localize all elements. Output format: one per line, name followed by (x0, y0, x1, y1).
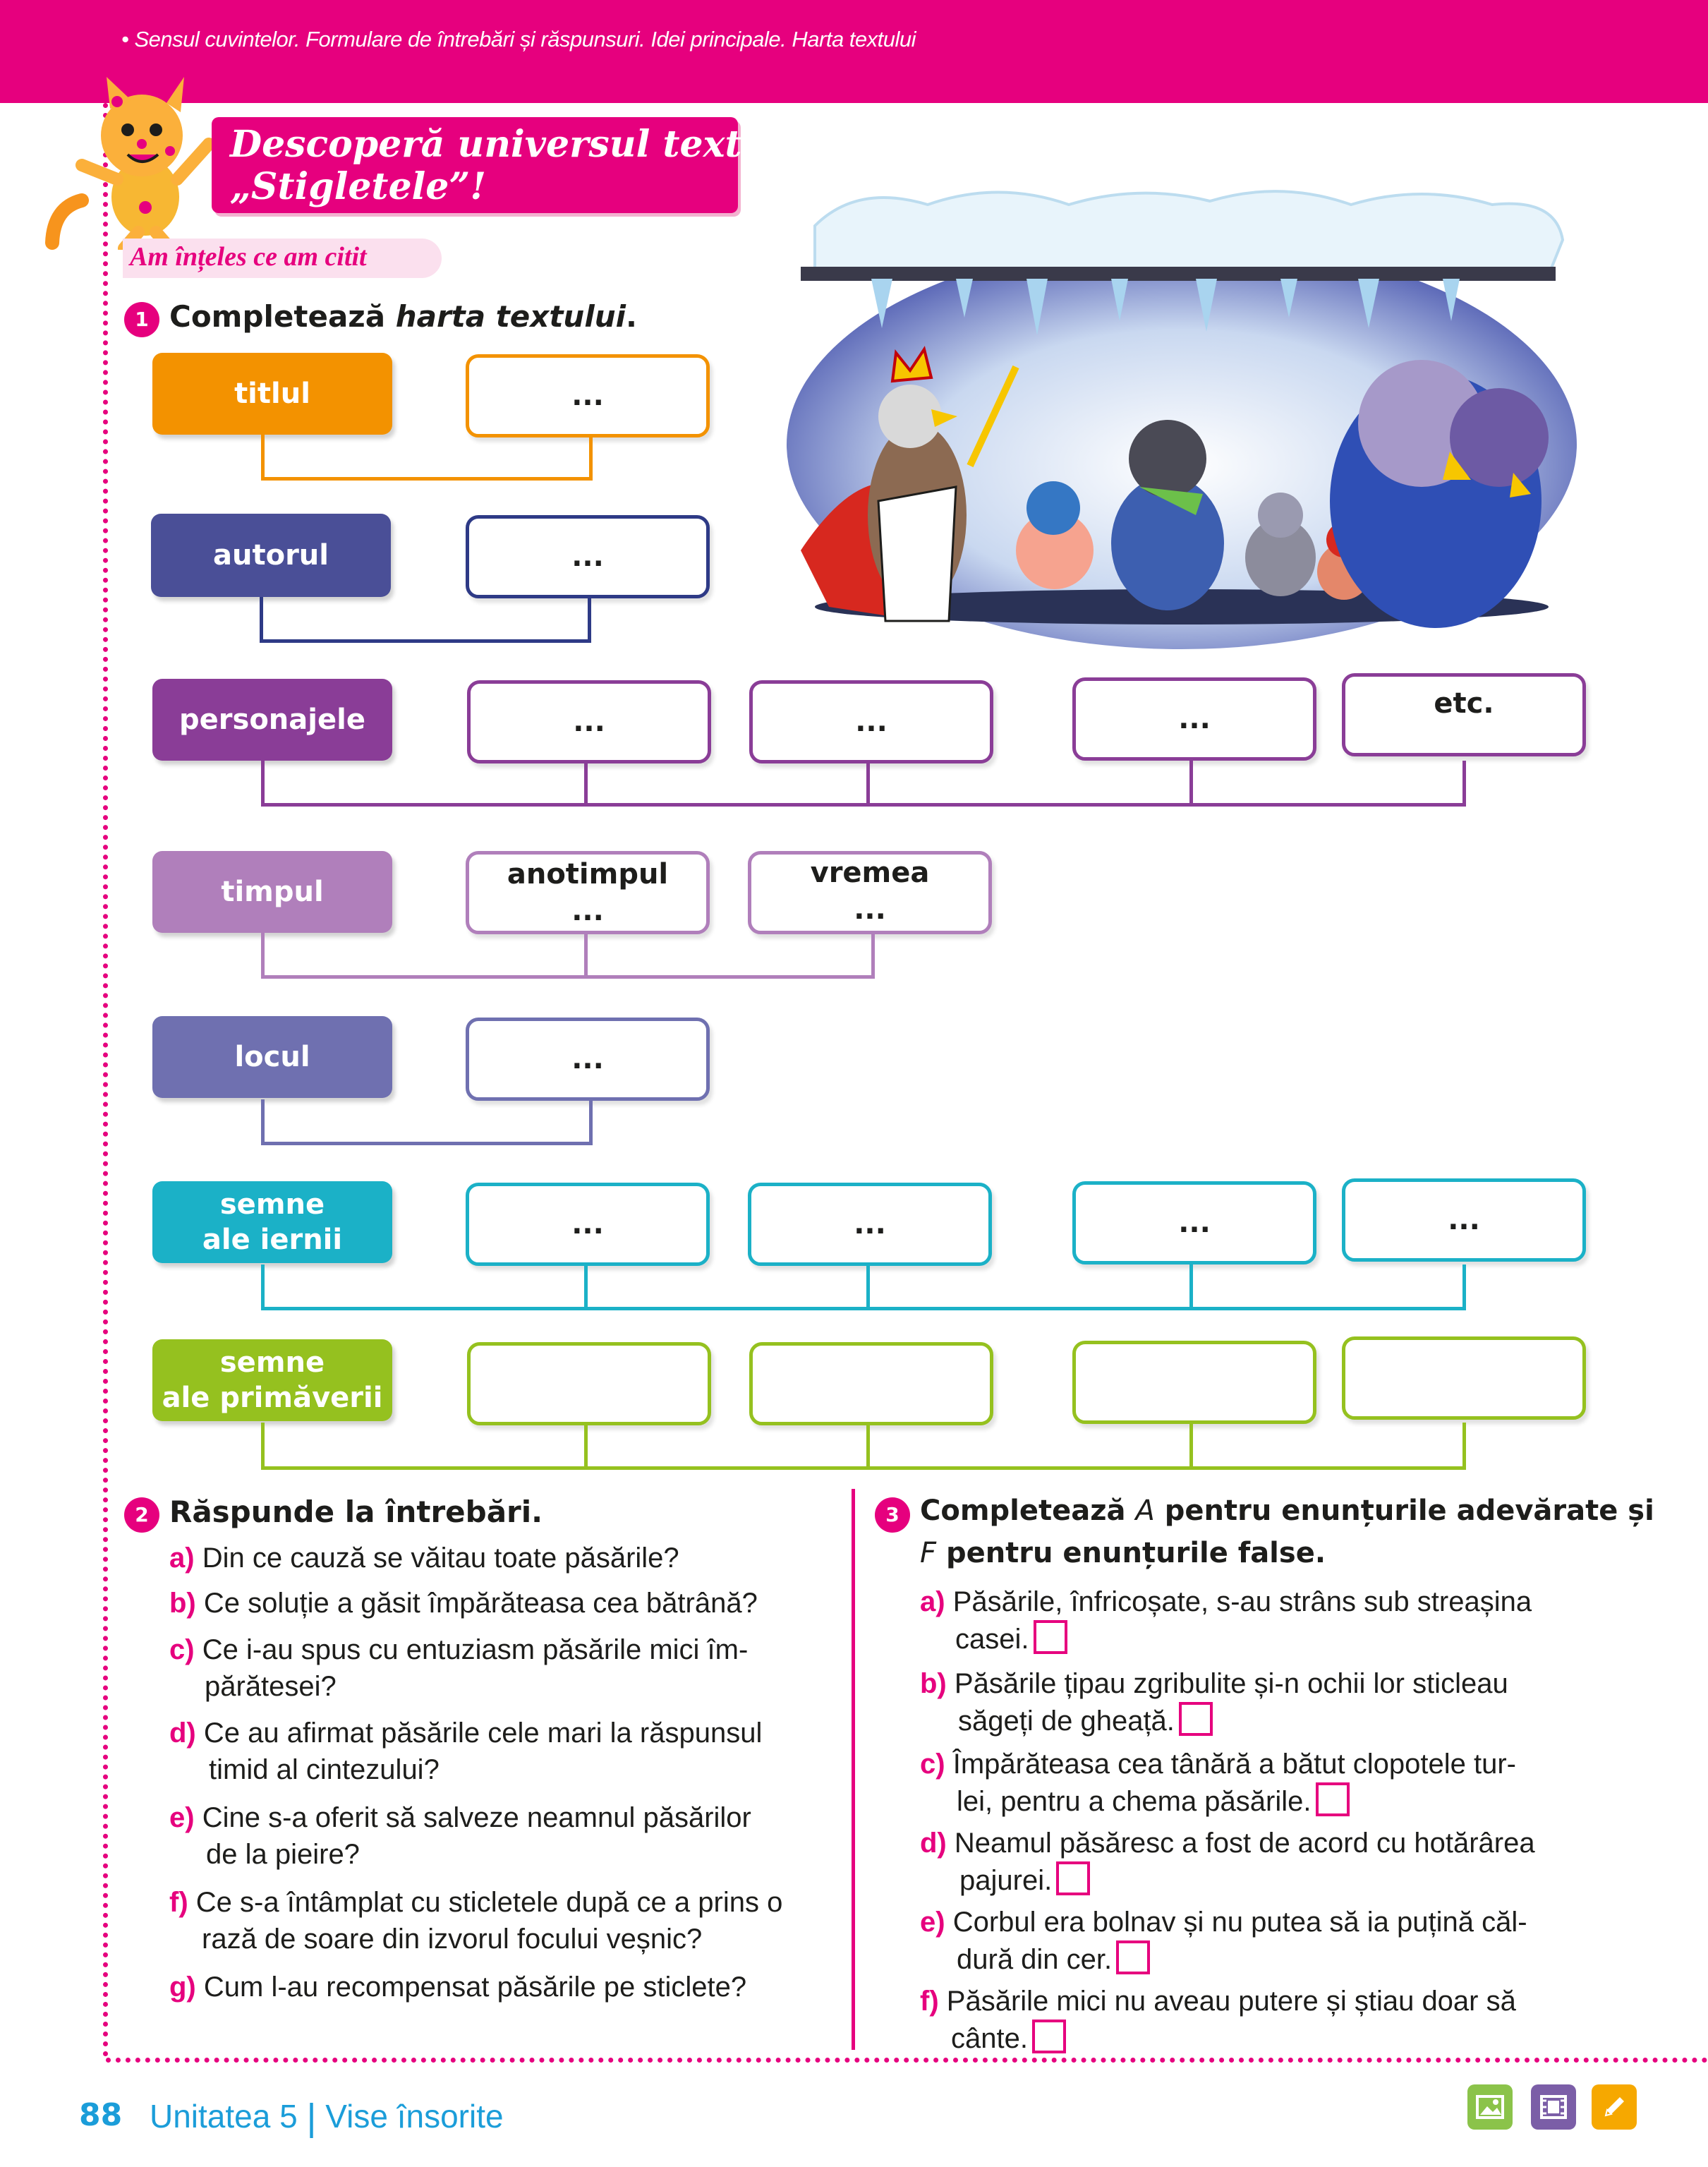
map-label-titlul: titlul (152, 353, 392, 435)
map-label-iarna-line1: semne (219, 1188, 325, 1221)
map-label-primavara-line2: ale primăverii (162, 1382, 383, 1414)
dotted-border-left (103, 103, 108, 2058)
footer-unit: Unitatea 5 | Vise însorite (150, 2096, 504, 2139)
vremea-head: vremea (810, 857, 930, 889)
map-stub (866, 1424, 870, 1466)
lesson-title-line2: „Stigletele”! (230, 165, 487, 208)
map-label-primavara (152, 1339, 392, 1421)
map-label-autorul: autorul (151, 514, 391, 597)
exercise-1-title-italic: harta textului (395, 299, 626, 334)
map-label-primavara-line1: semne (219, 1346, 325, 1379)
map-box-personaj-etc[interactable]: etc. (1342, 673, 1586, 756)
answer-checkbox-c[interactable] (1316, 1782, 1350, 1816)
map-box-personaj-3[interactable]: ... (1072, 677, 1316, 761)
vremea-value: ... (854, 893, 886, 926)
map-connector-titlul (261, 435, 593, 481)
answer-checkbox-a[interactable] (1034, 1620, 1067, 1654)
question-d: d) Ce au afirmat păsările cele mari la răspunsul timid al cintezului? (169, 1718, 763, 1785)
exercise-2-number: 2 (124, 1497, 159, 1533)
map-connector-iarna (261, 1264, 1466, 1310)
map-box-vremea[interactable] (748, 851, 992, 934)
answer-checkbox-d[interactable] (1056, 1861, 1090, 1895)
statement-d: d) Neamul păsăresc a fost de acord cu hotărârea pajurei. (920, 1828, 1535, 1896)
map-label-timpul: timpul (152, 851, 392, 933)
map-stub (584, 933, 588, 975)
statement-e: e) Corbul era bolnav și nu putea să ia puțină căl- dură din cer. (920, 1907, 1527, 1975)
exercise-3-number: 3 (875, 1497, 910, 1533)
question-a: a) Din ce cauză se văitau toate păsările? (169, 1543, 679, 1574)
map-label-personajele: personajele (152, 679, 392, 761)
map-box-personaj-2[interactable]: ... (749, 680, 993, 763)
map-label-iarna-line2: ale iernii (202, 1224, 343, 1256)
header-topic: • Sensul cuvintelor. Formulare de întrebări și răspunsuri. Idei principale. Harta textului (121, 27, 916, 52)
map-stub (866, 761, 870, 803)
map-stub (1189, 758, 1193, 803)
map-box-primavara-4[interactable] (1342, 1336, 1586, 1420)
footer-unit-label: Unitatea 5 (150, 2098, 298, 2135)
section-tab (123, 239, 442, 278)
map-stub (584, 761, 588, 803)
map-box-locul[interactable]: ... (466, 1018, 710, 1101)
map-box-personaj-1[interactable]: ... (467, 680, 711, 763)
pencil-icon[interactable] (1592, 2084, 1637, 2130)
footer-chapter: Vise însorite (325, 2098, 504, 2135)
map-label-iarna (152, 1181, 392, 1263)
question-g: g) Cum l-au recompensat păsările pe sticlete? (169, 1972, 747, 2003)
lesson-title-banner (212, 117, 823, 213)
map-connector-primavara (261, 1423, 1466, 1470)
answer-checkbox-f[interactable] (1032, 2020, 1066, 2053)
map-label-locul: locul (152, 1016, 392, 1098)
anotimpul-value: ... (571, 895, 604, 927)
exercise-2-title: Răspunde la întrebări. (169, 1495, 543, 1529)
map-box-iarna-1[interactable]: ... (466, 1183, 710, 1266)
exercise-1-title-text: Completează (169, 299, 396, 334)
map-box-primavara-3[interactable] (1072, 1341, 1316, 1424)
map-box-autorul[interactable]: ... (466, 515, 710, 598)
map-stub (866, 1264, 870, 1307)
question-f: f) Ce s-a întâmplat cu sticletele după ce a prins o rază de soare din izvorul focului veșnic? (169, 1887, 783, 1955)
map-box-iarna-3[interactable]: ... (1072, 1181, 1316, 1264)
map-stub (1189, 1423, 1193, 1466)
map-box-iarna-2[interactable]: ... (748, 1183, 992, 1266)
page-number: 88 (79, 2097, 123, 2133)
header-band (0, 0, 1708, 103)
map-connector-personajele (261, 761, 1466, 807)
anotimpul-head: anotimpul (507, 858, 669, 891)
image-icon[interactable] (1467, 2084, 1513, 2130)
exercise-1-title-end: . (626, 299, 637, 334)
film-icon[interactable] (1531, 2084, 1576, 2130)
map-stub (584, 1424, 588, 1466)
map-box-primavara-2[interactable] (749, 1342, 993, 1425)
dotted-border-bottom (106, 2058, 1708, 2063)
map-connector-locul (261, 1099, 593, 1145)
statement-a: a) Păsările, înfricoșate, s-au strâns sub streașina casei. (920, 1586, 1532, 1655)
map-stub (1189, 1263, 1193, 1307)
column-divider (852, 1489, 855, 2050)
section-tab-label: Am înțeles ce am citit (130, 242, 367, 272)
map-box-anotimpul[interactable] (466, 851, 710, 934)
map-box-titlul[interactable]: ... (466, 354, 710, 437)
statement-f: f) Păsările mici nu aveau putere și știau doar să cânte. (920, 1986, 1516, 2054)
map-box-iarna-4[interactable]: ... (1342, 1178, 1586, 1262)
birds-winter-illustration (773, 183, 1591, 663)
question-b: b) Ce soluție a găsit împărăteasa cea bătrână? (169, 1588, 758, 1619)
answer-checkbox-b[interactable] (1179, 1702, 1213, 1736)
question-c: c) Ce i-au spus cu entuziasm păsările mici îm- părătesei? (169, 1634, 749, 1702)
map-stub (584, 1264, 588, 1307)
map-box-primavara-1[interactable] (467, 1342, 711, 1425)
exercise-1-number: 1 (124, 302, 159, 337)
exercise-3-title-line1: Completează A pentru enunțurile adevărate și (920, 1495, 1654, 1527)
map-connector-timpul (261, 933, 875, 979)
cat-mascot-image (40, 73, 216, 250)
statement-c: c) Împărăteasa cea tânără a bătut clopotele tur- lei, pentru a chema păsările. (920, 1749, 1516, 1817)
exercise-3-title-line2: F pentru enunțurile false. (920, 1537, 1326, 1569)
lesson-title-line1: Descoperă universul textului (230, 123, 823, 166)
map-connector-autorul (260, 597, 591, 643)
question-e: e) Cine s-a oferit să salveze neamnul păsărilor de la pieire? (169, 1802, 751, 1870)
answer-checkbox-e[interactable] (1116, 1940, 1150, 1974)
statement-b: b) Păsările țipau zgribulite și-n ochii lor sticleau săgeți de gheață. (920, 1668, 1508, 1737)
exercise-1-title (169, 299, 637, 334)
